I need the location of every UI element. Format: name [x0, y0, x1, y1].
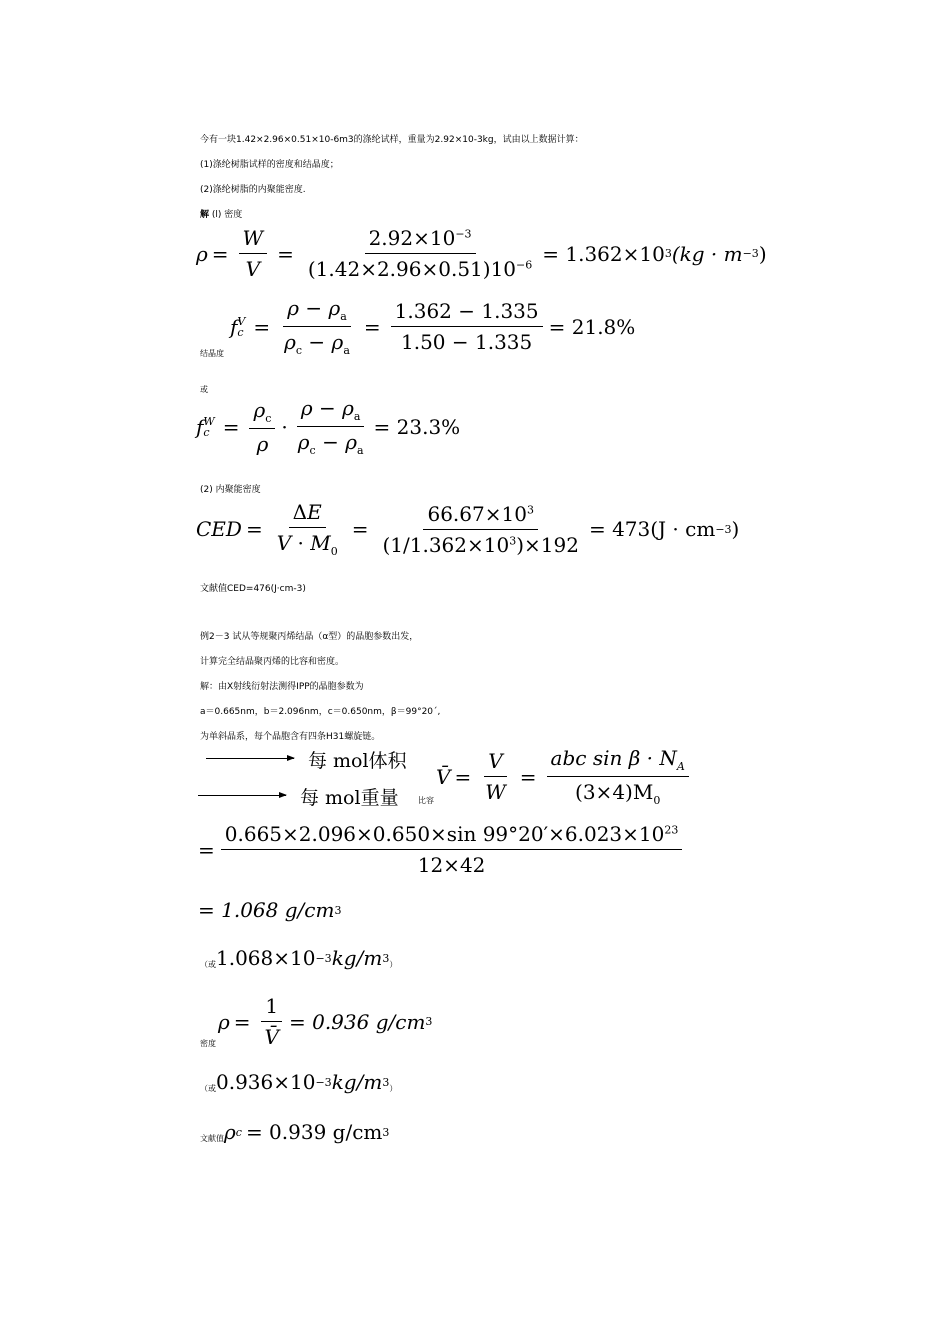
solution-part: (l) 密度: [209, 210, 243, 220]
rho-units-exp: −3: [742, 247, 759, 260]
arrow-right-icon: [198, 795, 286, 796]
pp-density-equation: ρ = $\frac{1}{V̄}$ = 0.936 g/cm 3: [218, 994, 433, 1049]
fcv-result: = 21.8%: [548, 314, 636, 339]
rho-den: (1.42×2.96×0.51)10: [307, 257, 517, 281]
rho-alt-units-exp: 3: [382, 1075, 390, 1089]
fcv-num: 1.362 − 1.335: [391, 299, 543, 327]
ced-num: 66.67×10: [427, 501, 527, 526]
specific-volume-equation: V̄ = $\frac{V}{W}$ = $\frac{abc \sin \beta \cdot N_A}{(3\times 4)M_0}$: [436, 746, 695, 807]
rho-num: 2.92×10: [368, 226, 456, 250]
v-alt-exp: −3: [315, 951, 332, 965]
rho-lit-exp: 3: [382, 1125, 390, 1139]
ced-result-exp: −3: [715, 522, 732, 536]
v-result-exp: 3: [334, 903, 342, 917]
solution-heading: [200, 209, 242, 221]
rho-lit: = 0.939 g/cm: [245, 1120, 383, 1144]
density-label: 密度: [200, 1039, 216, 1048]
question-2: (2)涤纶树脂的内聚能密度.: [200, 185, 306, 195]
literature-density: 文献值 ρ c = 0.939 g/cm 3: [200, 1120, 390, 1144]
specific-volume-alt: [200, 946, 397, 970]
pp-density-alt: [200, 1070, 397, 1094]
or-open-label: （或: [200, 1084, 216, 1093]
ced-den: (1/1.362×10: [382, 532, 510, 557]
rho-alt: 0.936×10: [216, 1070, 316, 1094]
rho-den-exp: −6: [516, 258, 533, 272]
v-alt-units: kg/m: [331, 946, 383, 970]
arrow-right-icon: [206, 758, 294, 759]
v-den: (3×4)M: [575, 780, 654, 804]
ced-den-exp: 3: [509, 533, 517, 547]
close-paren-label: ）: [389, 960, 398, 969]
arrow-label-weight: 每 mol重量: [300, 787, 399, 809]
specific-volume-result: [198, 898, 341, 922]
intro-text: 今有一块1.42×2.96×0.51×10-6m3的涤纶试样，重量为2.92×10-3kg，试由以上数据计算：: [200, 135, 584, 145]
ced-num-exp: 3: [526, 502, 534, 516]
calc-den: 12×42: [417, 853, 486, 877]
crystal-system: 为单斜晶系，每个晶胞含有四条H31螺旋链。: [200, 732, 381, 742]
example-solution: 解：由X射线衍射法测得IPP的晶胞参数为: [200, 682, 364, 692]
close-paren-label: ）: [389, 1084, 398, 1093]
rho-alt-exp: −3: [315, 1075, 332, 1089]
or-open-label: （或: [200, 960, 216, 969]
solution-bold: 解: [200, 210, 210, 220]
ced-heading: (2) 内聚能密度: [200, 485, 261, 495]
ced-literature: 文献值CED=476(J·cm-3): [200, 584, 306, 594]
specific-volume-label: 比容: [418, 796, 434, 805]
rho-num-exp: −3: [455, 227, 472, 241]
specific-volume-calculation: = $\frac{0.665\times 2.096\times 0.650\times\sin 99^\circ 20'\times 6.023\times 10^{23}}{12\times 42}$: [198, 822, 688, 877]
arrow-label-volume: 每 mol体积: [308, 750, 407, 772]
rho-pp-exp: 3: [425, 1015, 433, 1028]
calc-num: 0.665×2.096×0.650×sin 99°20′×6.023×10: [224, 822, 665, 846]
ced-den-tail: )×192: [516, 532, 579, 557]
v-alt: 1.068×10: [216, 946, 316, 970]
v-alt-units-exp: 3: [382, 951, 390, 965]
example-title: 例2－3 试从等规聚丙烯结晶（α型）的晶胞参数出发，: [200, 632, 419, 642]
or-label: 或: [200, 385, 208, 394]
calc-num-exp: 23: [664, 823, 679, 837]
example-task: 计算完全结晶聚丙烯的比容和密度。: [200, 657, 345, 667]
question-1: (1)涤纶树脂试样的密度和结晶度；: [200, 160, 339, 170]
crystallinity-label: 结晶度: [200, 349, 224, 358]
rho-pp-result: = 0.936 g/cm: [288, 1009, 426, 1034]
rho-alt-units: kg/m: [331, 1070, 383, 1094]
v-result: = 1.068 g/cm: [198, 898, 335, 922]
crystallinity-volume-equation: f V c = $\frac{\rho - \rho_a}{\rho_c - \rho_a}$ = $\frac{1.362 - 1.335}{1.50 - 1.335}$ = 21.8%: [230, 296, 636, 357]
crystallinity-weight-equation: f W c = $\frac{\rho_c}{\rho}$ · $\frac{\rho - \rho_a}{\rho_c - \rho_a}$ = 23.3%: [196, 396, 461, 457]
literature-label: 文献值: [200, 1134, 224, 1143]
fcw-result: = 23.3%: [373, 414, 461, 439]
v-num: abc sin β · N: [550, 746, 677, 770]
cell-parameters: a＝0.665nm，b＝2.096nm，c＝0.650nm，β＝99°20´,: [200, 707, 441, 717]
rho-result: = 1.362×10: [542, 241, 665, 266]
ced-equation: CED = $\frac{\Delta E}{V \cdot M_0}$ = $\frac{66.67\times 10^3}{(1/1.362\times 10^3)\times 192}$ = 473(J · cm −3 ): [196, 500, 740, 558]
ced-result: = 473(J · cm: [588, 517, 716, 541]
rho-units: (kg · m: [671, 241, 743, 266]
density-equation: ρ = $\frac{W}{V}$ = $\frac{2.92\times 10^{-3}}{(1.42\times 2.96\times 0.51)10^{-6}}$ = 1.362×10 3 (kg · m −3 ): [196, 226, 767, 281]
rho-result-exp: 3: [664, 247, 672, 260]
fcv-den: 1.50 − 1.335: [401, 330, 533, 354]
